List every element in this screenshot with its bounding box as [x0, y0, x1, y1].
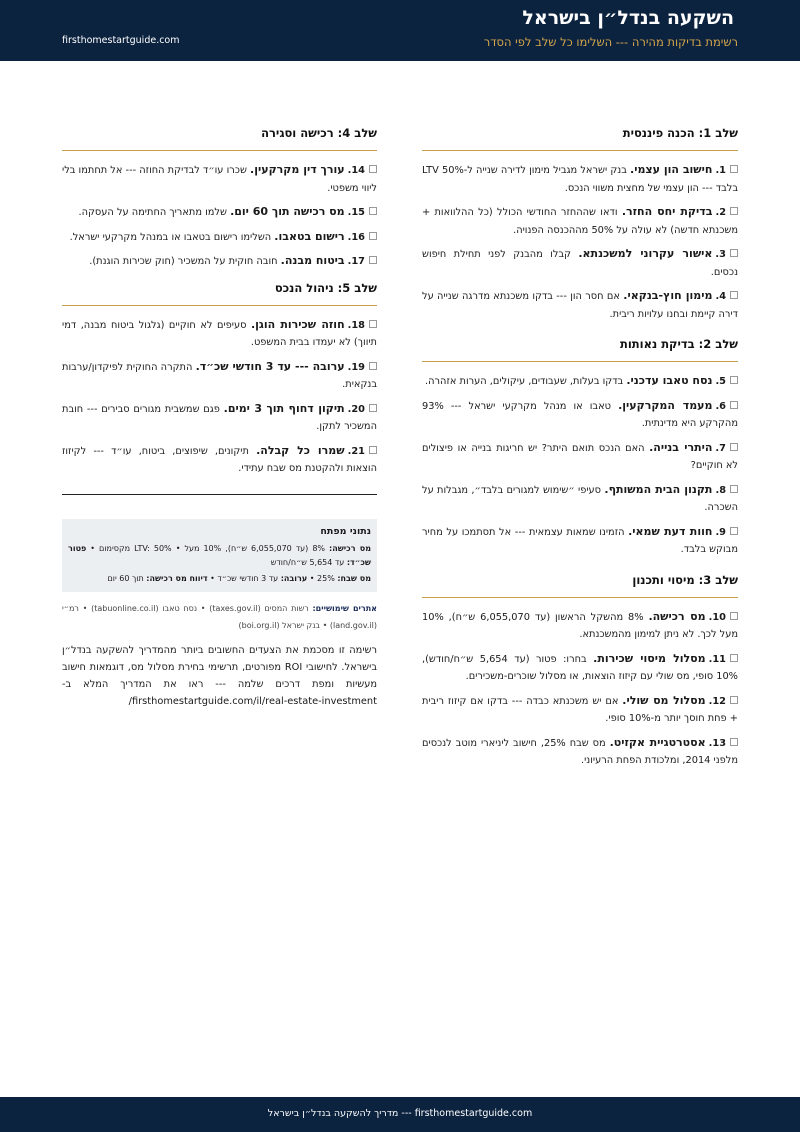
checklist-item [422, 397, 738, 433]
item-title: אסטרטגיית אקזיט. [609, 735, 706, 749]
item-text: אם חסר הון --- בדקו משכנתא מדרגה שנייה על דירה קיימת ובחנו עלויות ריבית. [422, 291, 738, 320]
key-value: LTV: 50% מקסימום [99, 543, 172, 553]
item-text: סעיפים לא חוקיים (גלגול ביטוח מבנה, דמי תיווך) לא יעמדו בבית המשפט. [62, 319, 377, 348]
item-title: חוזה שכירות הוגן. [250, 317, 345, 331]
checkbox-icon[interactable] [730, 249, 738, 257]
item-title: מס רכישה. [648, 609, 706, 623]
checkbox-icon[interactable] [369, 446, 377, 454]
item-number: 14. [347, 165, 365, 176]
useful-sites [62, 600, 377, 634]
item-text: בדקו בעלות, שעבודים, עיקולים, הערות אזהרה. [425, 376, 624, 387]
item-number: 16. [347, 231, 365, 243]
checklist-item [62, 161, 377, 197]
checkbox-icon[interactable] [369, 362, 377, 370]
checkbox-icon[interactable] [730, 654, 738, 662]
item-title: רישום בטאבו. [274, 229, 345, 243]
item-text: שכרו עו״ד לבדיקת החוזה --- אל תחתמו בלי ליווי משפטי. [62, 165, 377, 194]
checklist-item [422, 372, 738, 391]
bullet-separator: • [210, 573, 215, 583]
item-number: 20. [347, 403, 365, 415]
checkbox-icon[interactable] [730, 291, 738, 299]
checkbox-icon[interactable] [730, 738, 738, 746]
item-number: 21. [347, 445, 365, 457]
key-data-box [62, 519, 377, 592]
bullet-separator: • [200, 603, 206, 613]
item-title: אישור עקרוני למשכנתא. [578, 247, 713, 260]
checklist-item [422, 439, 738, 475]
item-title: מסלול מס שולי. [622, 693, 706, 707]
key-value: 8% (עד 6,055,070 ש״ח), 10% מעל [184, 543, 326, 553]
item-title: מסלול מיסוי שכירות. [593, 651, 706, 665]
site-link[interactable]: נסח טאבו (tabuonline.co.il) [91, 603, 198, 613]
checklist-item [62, 316, 377, 352]
item-text: שלמו מתאריך החתימה על העסקה. [78, 207, 227, 218]
site-link[interactable]: firsthomestartguide.com [62, 35, 180, 46]
checkbox-icon[interactable] [730, 527, 738, 535]
item-title: תיקון דחוף תוך 3 ימים. [223, 401, 345, 415]
checklist-item [62, 228, 377, 247]
bullet-separator: • [90, 543, 96, 553]
closing-paragraph: רשימה זו מסכמת את הצעדים החשובים ביותר מהמדריך להשקעה בנדל״ן בישראל. לחישובי ROI מפורטים, תרשימי בחירת מסלול מס, דוגמאות חישוב מעשיות ומפת דרכים שלמה --- ראו את המדריך המלא ב-firsthomestartguide.com/il/real-estate-investment/ [62, 644, 377, 707]
checklist-item [62, 400, 377, 436]
stage-1-list [422, 161, 738, 323]
key-label: ערובה: [280, 573, 308, 583]
page-title: השקעה בנדל״ן בישראל [522, 7, 734, 29]
checklist-item [422, 523, 738, 559]
item-title: תקנון הבית המשותף. [604, 482, 713, 496]
item-title: עורך דין מקרקעין. [250, 163, 345, 176]
item-number: 11. [708, 653, 726, 665]
item-text: אם יש משכנתא כבדה --- בדקו אם קיזוז ריבית + פחת חוסך יותר מ-10% סופי. [422, 695, 738, 724]
checkbox-icon[interactable] [730, 612, 738, 620]
item-number: 2. [715, 207, 727, 218]
item-text: התקרה החוקית לפיקדון/ערבות בנקאית. [62, 361, 377, 390]
item-text: בנק ישראל מגביל מימון לדירה שנייה ל-50% LTV בלבד --- הון עצמי של מחצית משווי הנכס. [422, 165, 738, 194]
item-title: מס רכישה תוך 60 יום. [230, 205, 345, 218]
key-value: תוך 60 יום [107, 573, 144, 583]
item-text: תיקונים, שיפוצים, ביטוח, עו״ד --- לקיזוז הוצאות ולהקטנת מס שבח עתידי. [62, 445, 377, 474]
checkbox-icon[interactable] [730, 485, 738, 493]
checklist-item [62, 358, 377, 394]
bullet-separator: • [82, 603, 88, 613]
key-data-line-1 [68, 542, 371, 570]
stage-5-title: שלב 5: ניהול הנכס [62, 281, 377, 306]
checklist-item [422, 650, 738, 686]
stage-4-title: שלב 4: רכישה וסגירה [62, 126, 377, 151]
bullet-separator: • [309, 573, 315, 583]
item-text: חובה חוקית על המשכיר (חוק שכירות הוגנת). [89, 256, 278, 267]
checklist-item [422, 734, 738, 770]
section-divider [62, 494, 377, 495]
site-link[interactable]: רשות המסים (taxes.gov.il) [209, 603, 309, 613]
stage-2-list [422, 372, 738, 559]
key-label: פטור שכ״ד: [68, 543, 371, 567]
checklist-item [62, 442, 377, 478]
key-label: דיווח מס רכישה: [146, 573, 208, 583]
item-title: מעמד המקרקעין. [618, 398, 713, 412]
checklist-item [422, 203, 738, 239]
key-data-line-2 [68, 572, 371, 586]
item-number: 12. [708, 695, 726, 707]
item-text: 8% מהשקל הראשון (עד 6,055,070 ש״ח), 10% מעל לכך. לא ניתן למימון מהמשכנתא. [422, 611, 738, 640]
item-number: 5. [715, 376, 726, 387]
item-title: ביטוח מבנה. [280, 254, 345, 267]
bullet-separator: • [322, 620, 328, 630]
item-text: האם הנכס תואם היתר? יש חריגות בנייה או פיצולים לא חוקיים? [422, 442, 738, 471]
left-column [62, 126, 377, 710]
stage-4-list [62, 161, 377, 271]
checklist-item [422, 608, 738, 644]
item-number: 19. [347, 361, 365, 373]
useful-sites-label: אתרים שימושיים: [312, 603, 377, 613]
checkbox-icon[interactable] [369, 256, 377, 264]
checklist-item [422, 692, 738, 728]
item-text: פגם שמשבית מגורים סבירים --- חובת המשכיר לתקן. [62, 403, 377, 432]
item-title: היתרי בנייה. [649, 440, 713, 454]
checkbox-icon[interactable] [369, 320, 377, 328]
item-title: ערובה --- עד 3 חודשי שכ״ד. [195, 359, 345, 373]
item-title: בדיקת יחס החזר. [621, 205, 713, 218]
item-title: חוות דעת שמאי. [628, 524, 713, 538]
stage-3-title: שלב 3: מיסוי ותכנון [422, 573, 738, 598]
page-subtitle: רשימת בדיקות מהירה --- השלימו כל שלב לפי הסדר [483, 35, 738, 49]
checkbox-icon[interactable] [369, 404, 377, 412]
checkbox-icon[interactable] [730, 696, 738, 704]
checkbox-icon[interactable] [730, 376, 738, 384]
item-text: טאבו או מנהל מקרקעי ישראל --- 93% מהקרקע היא מדינתית. [422, 400, 738, 429]
key-label: מס שבח: [337, 573, 371, 583]
checkbox-icon[interactable] [730, 443, 738, 451]
checklist-item [62, 252, 377, 271]
key-value: 25% [317, 573, 335, 583]
checklist-item [422, 245, 738, 281]
checkbox-icon[interactable] [369, 165, 377, 173]
checkbox-icon[interactable] [369, 232, 377, 240]
footer-text: firsthomestartguide.com --- מדריך להשקעה בנדל״ן בישראל [267, 1108, 533, 1119]
checklist-item [422, 161, 738, 197]
checkbox-icon[interactable] [730, 401, 738, 409]
site-link[interactable]: רמ״י (land.gov.il) [62, 603, 377, 630]
item-text: סעיפי ״שימוש למגורים בלבד״, מגבלות על השכרה. [422, 484, 738, 513]
item-number: 13. [708, 737, 727, 749]
item-number: 4. [715, 291, 727, 302]
item-text: בחרו: פטור (עד 5,654 ש״ח/חודש), 10% סופי, מס שולי עם קיזוז הוצאות, או מסלול שוכרים-משכירים. [422, 653, 738, 682]
key-value: עד 3 חודשי שכ״ד [217, 573, 279, 583]
item-title: מימון חוץ-בנקאי. [623, 289, 713, 302]
key-data-title: נתוני מפתח [320, 525, 371, 537]
page-header [0, 0, 800, 61]
item-text: השלימו רישום בטאבו או במנהל מקרקעי ישראל. [69, 231, 272, 243]
checklist-item [62, 203, 377, 222]
item-number: 8. [715, 484, 727, 496]
page-footer [0, 1097, 800, 1132]
checkbox-icon[interactable] [730, 165, 738, 173]
item-number: 3. [715, 249, 726, 260]
stage-1-title: שלב 1: הכנה פיננסית [422, 126, 738, 151]
item-number: 7. [715, 442, 726, 454]
item-text: קבלו מהבנק לפני תחילת חיפוש נכסים. [422, 249, 738, 278]
right-column [422, 126, 738, 776]
item-number: 1. [715, 165, 726, 176]
item-title: נסח טאבו עדכני. [626, 374, 713, 387]
stage-2-title: שלב 2: בדיקת נאותות [422, 337, 738, 362]
bullet-separator: • [175, 543, 181, 553]
checklist-item [422, 481, 738, 517]
stage-5-list [62, 316, 377, 478]
item-number: 10. [708, 611, 726, 623]
item-text: ודאו שההחזר החודשי הכולל (כל ההלוואות + משכנתא חדשה) לא עולה על 50% מההכנסה הפנויה. [422, 207, 738, 236]
checkbox-icon[interactable] [730, 207, 738, 215]
item-title: שמרו כל קבלה. [256, 443, 345, 457]
key-value: עד 5,654 ש״ח/חודש [270, 557, 345, 567]
item-number: 18. [347, 319, 365, 331]
item-text: הזמינו שמאות עצמאית --- אל תסתמכו על מחיר מבוקש בלבד. [422, 526, 738, 555]
checklist-item [422, 287, 738, 323]
stage-3-list [422, 608, 738, 770]
checkbox-icon[interactable] [369, 207, 377, 215]
item-number: 6. [715, 400, 726, 412]
item-text: מס שבח 25%, חישוב ליניארי מוטב לנכסים מלפני 2014, ומלכודת הפחת הרעיוני. [422, 737, 738, 766]
item-title: חישוב הון עצמי. [630, 163, 713, 176]
item-number: 9. [715, 526, 726, 538]
item-number: 17. [347, 256, 365, 267]
item-number: 15. [347, 207, 365, 218]
key-label: מס רכישה: [329, 543, 372, 553]
site-link[interactable]: בנק ישראל (boi.org.il) [238, 620, 321, 630]
